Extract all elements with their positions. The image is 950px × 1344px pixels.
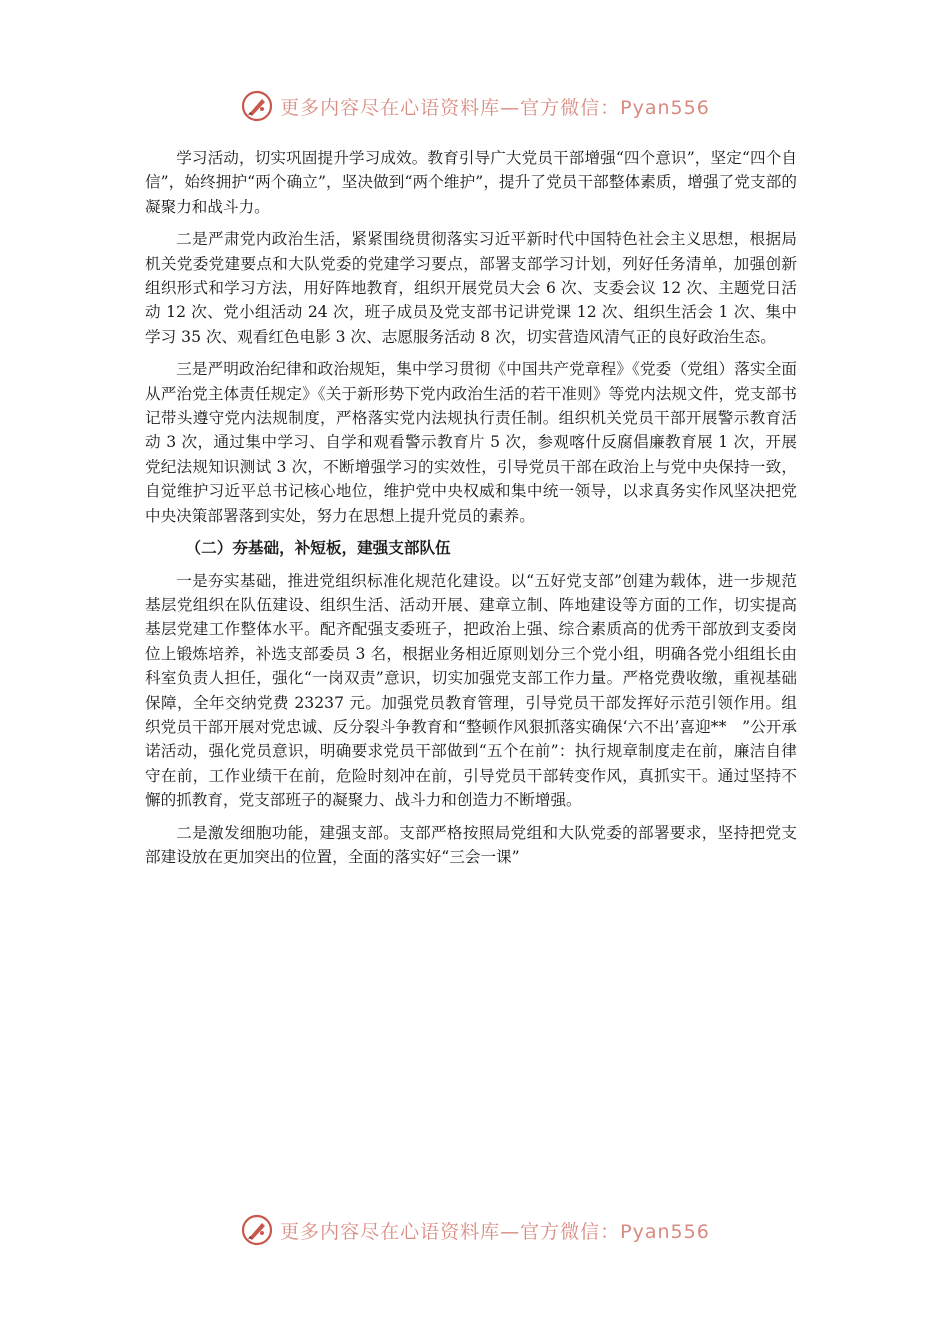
paragraph-foundation: 一是夯实基础，推进党组织标准化规范化建设。以“五好党支部”创建为载体，进一步规范基层党组织在队伍建设、组织生活、活动开展、建章立制、阵地建设等方面的工作，切实提高基层党建工作整体水平。配齐配强支委班子，把政治上强、综合素质高的优秀干部放到支委岗位上锻炼培养，补选支部委员 3 名，根据业务相近原则划分三个党小组，明确各党小组组长由科室负责人担任，强化“一岗双责”意识，切实加强党支部工作力量。严格党费收缴，重视基础保障，全年交纳党费 23237 元。加强党员教育管理，引导党员干部发挥好示范引领作用。组织党员干部开展对党忠诚、反分裂斗争教育和“整顿作风狠抓落实确保‘六不出’喜迎** ”公开承诺活动，强化党员意识，明确要求党员干部做到“五个在前”：执行规章制度走在前，廉洁自律守在前，工作业绩干在前，危险时刻冲在前，引导党员干部转变作风，真抓实干。通过坚持不懈的抓教育，党支部班子的凝聚力、战斗力和创造力不断增强。: [145, 571, 797, 810]
paragraph-political-discipline: 三是严明政治纪律和政治规矩，集中学习贯彻《中国共产党章程》《党委（党组）落实全面从严治党主体责任规定》《关于新形势下党内政治生活的若干准则》等党内法规文件，党支部书记带头遵守党内法规制度，严格落实党内法规执行责任制。组织机关党员干部开展警示教育活动 3 次，通过集中学习、自学和观看警示教育片 5 次，参观喀什反腐倡廉教育展 1 次，开展党纪法规知识测试 3 次，不断增强学习的实效性，引导党员干部在政治上与党中央保持一致，自觉维护习近平总书记核心地位，维护党中央权威和集中统一领导，以求真务实作风坚决把党中央决策部署落到实处，努力在思想上提升党员的素养。: [145, 360, 797, 525]
footer-watermark: [0, 1210, 950, 1250]
document-body: [145, 146, 797, 877]
watermark-text: 更多内容尽在心语资料库—官方微信：Pyan556: [280, 1220, 710, 1243]
paragraph-study-activities: 学习活动，切实巩固提升学习成效。教育引导广大党员干部增强“四个意识”，坚定“四个自信”，始终拥护“两个确立”，坚决做到“两个维护”，提升了党员干部整体素质，增强了党支部的凝聚力和战斗力。: [145, 149, 797, 216]
paragraph-branch-building: 二是激发细胞功能，建强支部。支部严格按照局党组和大队党委的部署要求，坚持把党支部建设放在更加突出的位置，全面的落实好“三会一课”: [145, 823, 797, 866]
section-heading: （二）夯基础，补短板，建强支部队伍: [185, 539, 451, 558]
watermark-text: 更多内容尽在心语资料库—官方微信：Pyan556: [280, 96, 710, 119]
paragraph-political-life: 二是严肃党内政治生活，紧紧围绕贯彻落实习近平新时代中国特色社会主义思想，根据局机关党委党建要点和大队党委的党建学习要点，部署支部学习计划，列好任务清单，加强创新组织形式和学习方法，用好阵地教育，组织开展党员大会 6 次、支委会议 12 次、主题党日活动 12 次、党小组活动 24 次，班子成员及党支部书记讲党课 12 次、组织生活会 1 次、集中学习 35 次、观看红色电影 3 次、志愿服务活动 8 次，切实营造风清气正的良好政治生态。: [145, 230, 797, 346]
pen-nib-logo-icon: [240, 1213, 274, 1247]
header-watermark: [0, 86, 950, 126]
pen-nib-logo-icon: [240, 89, 274, 123]
